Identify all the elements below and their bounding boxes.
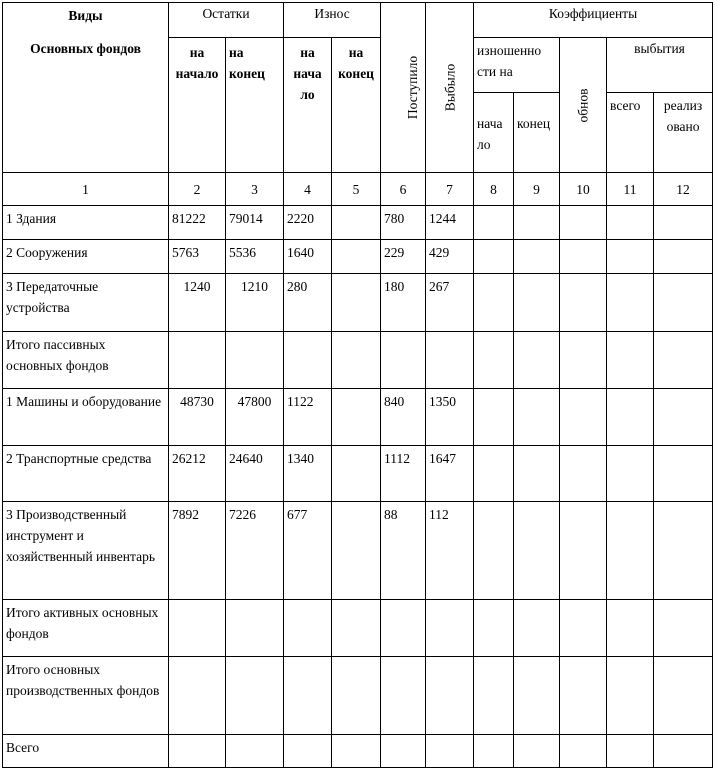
retired-header-label: Выбыло [442, 63, 458, 112]
column-number: 2 [169, 173, 226, 206]
table-row [3, 446, 713, 502]
wear-end-cell [332, 332, 381, 389]
wear-start-cell [284, 657, 332, 735]
wear-ratio-end-header: конец [514, 93, 560, 173]
balances-start-header: на начало [169, 38, 226, 173]
balance-end-cell [226, 735, 284, 768]
wear-ratio-end-cell [514, 600, 560, 657]
disposal-sold-cell [654, 502, 713, 600]
disposal-sold-cell [654, 332, 713, 389]
wear-ratio-start-cell [474, 389, 514, 446]
wear-ratio-start-cell [474, 206, 514, 240]
disposal-sold-cell [654, 446, 713, 502]
renewal-cell [560, 735, 607, 768]
wear-start-cell [284, 600, 332, 657]
balance-start-cell: 1240 [169, 274, 226, 332]
column-number: 4 [284, 173, 332, 206]
balance-start-cell [169, 332, 226, 389]
renewal-header-label: обнов [575, 88, 591, 122]
renewal-cell [560, 274, 607, 332]
wear-ratio-end-cell [514, 240, 560, 274]
renewal-cell [560, 657, 607, 735]
balances-header: Остатки [169, 3, 284, 38]
kinds-header-line1: Виды [68, 8, 103, 23]
balance-start-cell: 48730 [169, 389, 226, 446]
wear-end-cell [332, 657, 381, 735]
balance-end-cell: 5536 [226, 240, 284, 274]
balance-end-cell [226, 657, 284, 735]
disposal-total-cell [607, 240, 654, 274]
renewal-cell [560, 502, 607, 600]
balance-end-cell [226, 332, 284, 389]
balance-start-cell: 5763 [169, 240, 226, 274]
balance-start-cell [169, 735, 226, 768]
table-row [3, 206, 713, 240]
column-number: 10 [560, 173, 607, 206]
disposal-total-cell [607, 274, 654, 332]
wear-end-cell [332, 502, 381, 600]
retired-cell: 267 [426, 274, 474, 332]
column-number: 8 [474, 173, 514, 206]
wear-ratio-end-cell [514, 332, 560, 389]
retired-cell [426, 600, 474, 657]
row-name-cell: Итого пассивных основных фондов [3, 332, 169, 389]
disposal-total-cell [607, 735, 654, 768]
received-header [381, 3, 426, 173]
wear-start-cell: 1122 [284, 389, 332, 446]
wear-start-cell: 2220 [284, 206, 332, 240]
table-header [3, 3, 713, 206]
wear-ratio-end-cell [514, 206, 560, 240]
row-name-cell: Итого активных основных фондов [3, 600, 169, 657]
renewal-cell [560, 389, 607, 446]
balance-end-cell: 47800 [226, 389, 284, 446]
wear-end-cell [332, 600, 381, 657]
row-name-cell: 1 Здания [3, 206, 169, 240]
wear-end-cell [332, 206, 381, 240]
renewal-cell [560, 332, 607, 389]
row-name-cell: Итого основных производственных фондов [3, 657, 169, 735]
wear-ratio-end-cell [514, 657, 560, 735]
balance-end-cell: 24640 [226, 446, 284, 502]
balance-start-cell: 7892 [169, 502, 226, 600]
wear-ratio-start-cell [474, 735, 514, 768]
column-number: 1 [3, 173, 169, 206]
retired-cell [426, 657, 474, 735]
balance-end-cell [226, 600, 284, 657]
row-name-cell: 2 Сооружения [3, 240, 169, 274]
retired-cell: 1647 [426, 446, 474, 502]
disposal-total-header: всего [607, 93, 654, 173]
wear-ratio-start-header: нача ло [474, 93, 514, 173]
wear-start-cell [284, 735, 332, 768]
wear-ratio-start-cell [474, 240, 514, 274]
disposal-sold-cell [654, 600, 713, 657]
received-cell: 840 [381, 389, 426, 446]
received-cell: 229 [381, 240, 426, 274]
row-name-cell: 1 Машины и оборудование [3, 389, 169, 446]
table-row [3, 332, 713, 389]
column-numbers-row [3, 173, 713, 206]
received-cell [381, 332, 426, 389]
row-name-cell: Всего [3, 735, 169, 768]
renewal-header [560, 38, 607, 173]
disposal-sold-cell [654, 240, 713, 274]
row-name-cell: 3 Передаточные устройства [3, 274, 169, 332]
received-cell: 780 [381, 206, 426, 240]
table-row [3, 240, 713, 274]
disposal-total-cell [607, 389, 654, 446]
wear-ratio-end-cell [514, 389, 560, 446]
balance-start-cell: 26212 [169, 446, 226, 502]
wear-start-cell: 677 [284, 502, 332, 600]
received-cell [381, 657, 426, 735]
disposal-total-cell [607, 600, 654, 657]
retired-cell: 1350 [426, 389, 474, 446]
wear-ratio-end-cell [514, 446, 560, 502]
wear-ratio-end-cell [514, 735, 560, 768]
disposal-total-cell [607, 446, 654, 502]
column-number: 5 [332, 173, 381, 206]
wear-ratio-start-cell [474, 657, 514, 735]
wear-end-cell [332, 389, 381, 446]
renewal-cell [560, 600, 607, 657]
balance-start-cell [169, 657, 226, 735]
disposal-sold-header: реализ овано [654, 93, 713, 173]
column-number: 11 [607, 173, 654, 206]
retired-cell: 1244 [426, 206, 474, 240]
column-number: 6 [381, 173, 426, 206]
wear-end-cell [332, 446, 381, 502]
balance-start-cell [169, 600, 226, 657]
disposal-total-cell [607, 332, 654, 389]
received-header-label: Поступило [405, 55, 421, 120]
table-row [3, 735, 713, 768]
wear-end-header: на конец [332, 38, 381, 173]
retired-cell [426, 332, 474, 389]
fixed-assets-table [2, 2, 713, 768]
disposal-total-cell [607, 206, 654, 240]
wear-end-cell [332, 240, 381, 274]
wear-ratio-start-cell [474, 600, 514, 657]
table-row [3, 502, 713, 600]
balance-start-cell: 81222 [169, 206, 226, 240]
retired-cell: 112 [426, 502, 474, 600]
wear-start-cell: 1340 [284, 446, 332, 502]
wear-end-cell [332, 274, 381, 332]
received-cell: 1112 [381, 446, 426, 502]
disposal-sold-cell [654, 657, 713, 735]
renewal-cell [560, 446, 607, 502]
balance-end-cell: 79014 [226, 206, 284, 240]
column-number: 3 [226, 173, 284, 206]
wear-ratio-header: изношенно сти на [474, 38, 560, 93]
table-row [3, 657, 713, 735]
disposal-header: выбытия [607, 38, 713, 93]
wear-ratio-end-cell [514, 274, 560, 332]
received-cell [381, 600, 426, 657]
column-number: 12 [654, 173, 713, 206]
disposal-sold-cell [654, 389, 713, 446]
wear-header: Износ [284, 3, 381, 38]
wear-start-header: на нача ло [284, 38, 332, 173]
wear-ratio-start-cell [474, 274, 514, 332]
wear-ratio-start-cell [474, 502, 514, 600]
column-number: 7 [426, 173, 474, 206]
renewal-cell [560, 206, 607, 240]
balance-end-cell: 7226 [226, 502, 284, 600]
kinds-header-line2: Основных фондов [30, 41, 141, 56]
retired-cell: 429 [426, 240, 474, 274]
renewal-cell [560, 240, 607, 274]
balance-end-cell: 1210 [226, 274, 284, 332]
disposal-total-cell [607, 657, 654, 735]
wear-start-cell: 1640 [284, 240, 332, 274]
row-name-cell: 3 Производственный инструмент и хозяйственный инвентарь [3, 502, 169, 600]
wear-ratio-start-cell [474, 332, 514, 389]
table-row [3, 274, 713, 332]
received-cell: 180 [381, 274, 426, 332]
table-row [3, 600, 713, 657]
column-number: 9 [514, 173, 560, 206]
disposal-sold-cell [654, 206, 713, 240]
received-cell: 88 [381, 502, 426, 600]
table-row [3, 389, 713, 446]
wear-end-cell [332, 735, 381, 768]
disposal-total-cell [607, 502, 654, 600]
wear-ratio-start-cell [474, 446, 514, 502]
wear-start-cell [284, 332, 332, 389]
received-cell [381, 735, 426, 768]
table-body [3, 206, 713, 768]
kinds-header [3, 3, 169, 173]
coefficients-header: Коэффициенты [474, 3, 713, 38]
disposal-sold-cell [654, 274, 713, 332]
disposal-sold-cell [654, 735, 713, 768]
retired-cell [426, 735, 474, 768]
retired-header [426, 3, 474, 173]
wear-ratio-end-cell [514, 502, 560, 600]
wear-start-cell: 280 [284, 274, 332, 332]
balances-end-header: на конец [226, 38, 284, 173]
row-name-cell: 2 Транспортные средства [3, 446, 169, 502]
